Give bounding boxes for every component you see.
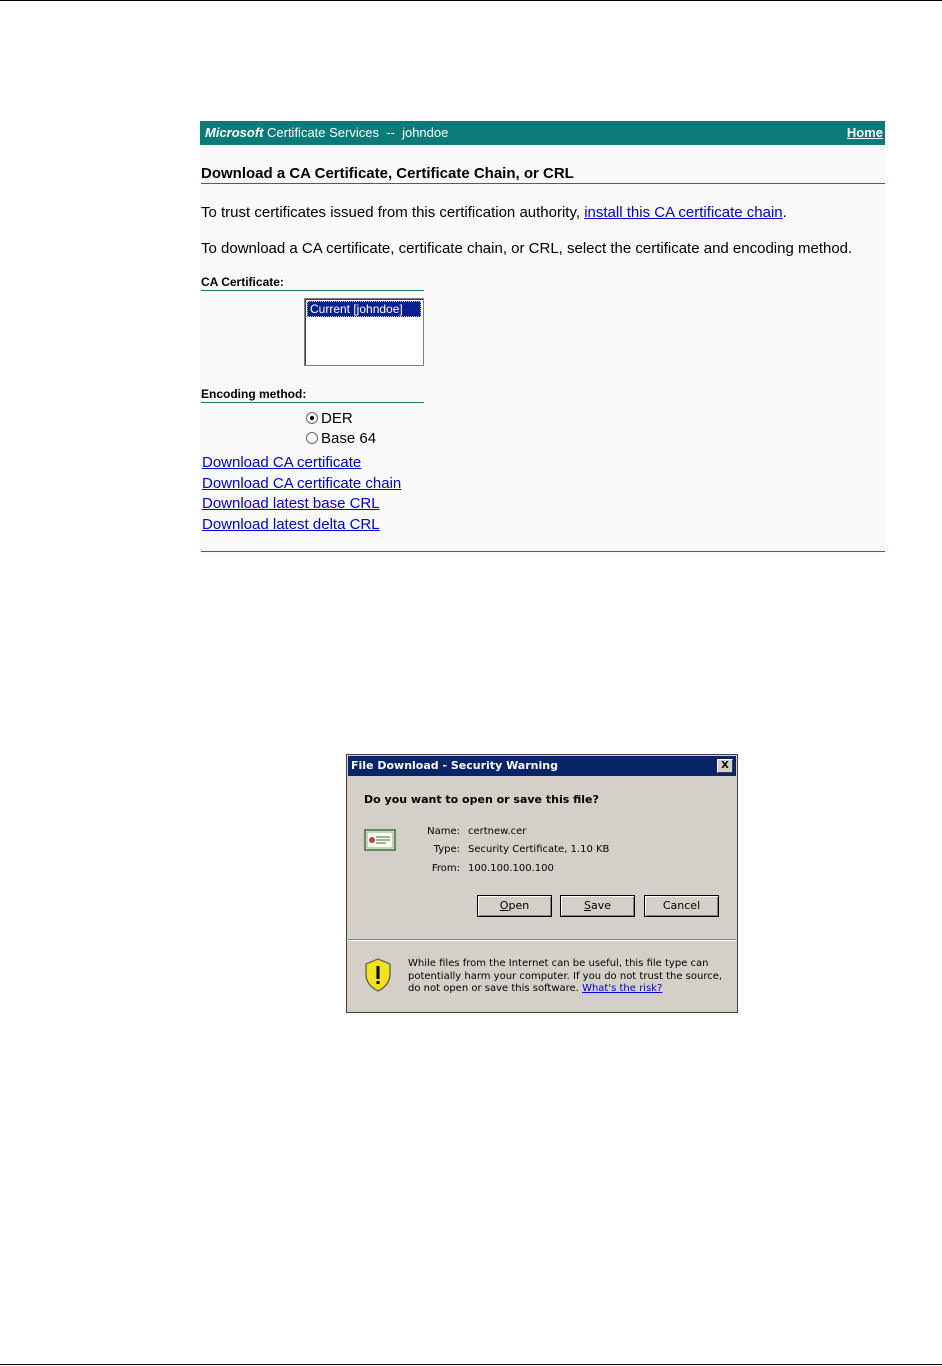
encoding-divider [201, 402, 424, 403]
ca-cert-option[interactable]: Current [johndoe] [307, 301, 421, 317]
page-heading: Download a CA Certificate, Certificate Chain, or CRL [201, 165, 574, 182]
dialog-title: File Download - Security Warning [351, 759, 558, 772]
encoding-method-label: Encoding method: [201, 387, 307, 401]
save-label: ave [590, 899, 611, 912]
open-accelerator: O [499, 899, 509, 912]
save-accelerator: S [583, 899, 591, 912]
open-label: pen [508, 899, 530, 912]
download-ca-cert-link[interactable]: Download CA certificate [202, 454, 362, 471]
trust-paragraph [201, 204, 787, 221]
ca-certificate-label: CA Certificate: [201, 275, 284, 289]
name-label: Name: [427, 826, 460, 837]
download-paragraph: To download a CA certificate, certificate chain, or CRL, select the certificate and encoding method. [201, 240, 853, 257]
trust-end: . [782, 204, 787, 221]
install-chain-link[interactable]: install this CA certificate chain [584, 204, 783, 221]
header-banner [200, 121, 885, 145]
type-label: Type: [433, 844, 460, 855]
open-button[interactable] [477, 895, 552, 917]
download-base-crl-link[interactable]: Download latest base CRL [202, 495, 380, 512]
radio-base64-label: Base 64 [321, 430, 377, 447]
page-top-rule [0, 0, 942, 1]
file-download-dialog [346, 754, 738, 1013]
file-type: Security Certificate, 1.10 KB [468, 844, 610, 855]
download-ca-chain-link[interactable]: Download CA certificate chain [202, 475, 402, 492]
page-bottom-rule [0, 1364, 942, 1365]
cert-services-page [200, 121, 885, 553]
from-label: From: [431, 863, 460, 874]
dialog-titlebar [348, 756, 736, 776]
security-warning-text [408, 958, 728, 996]
file-source: 100.100.100.100 [468, 863, 554, 874]
whats-the-risk-link[interactable]: What's the risk? [582, 983, 663, 994]
dialog-separator-highlight [348, 940, 736, 941]
save-button[interactable] [560, 895, 635, 917]
trust-text: To trust certificates issued from this certification authority, [201, 204, 585, 221]
dialog-question: Do you want to open or save this file? [364, 793, 599, 806]
radio-unchecked-icon[interactable] [306, 432, 318, 444]
ca-cert-divider [201, 290, 424, 291]
ca-certificate-listbox[interactable] [304, 298, 424, 366]
file-name: certnew.cer [468, 826, 527, 837]
certificate-icon [364, 828, 396, 852]
cancel-button[interactable]: Cancel [644, 895, 719, 917]
footer-divider [201, 551, 885, 552]
radio-base64[interactable] [306, 430, 376, 448]
warning-body: While files from the Internet can be useful, this file type can potentially harm your computer. If you do not trust the source, do not open or save this software. [408, 958, 723, 994]
brand-label: Microsoft [205, 125, 264, 140]
home-link[interactable]: Home [846, 125, 883, 140]
radio-der-label: DER [321, 410, 353, 427]
heading-divider [201, 183, 885, 184]
radio-checked-icon[interactable] [306, 412, 318, 424]
warning-shield-icon [364, 958, 392, 992]
service-title: Certificate Services -- johndoe [267, 125, 449, 140]
close-icon[interactable]: X [717, 759, 733, 773]
radio-der[interactable] [306, 410, 353, 428]
download-delta-crl-link[interactable]: Download latest delta CRL [202, 516, 380, 533]
